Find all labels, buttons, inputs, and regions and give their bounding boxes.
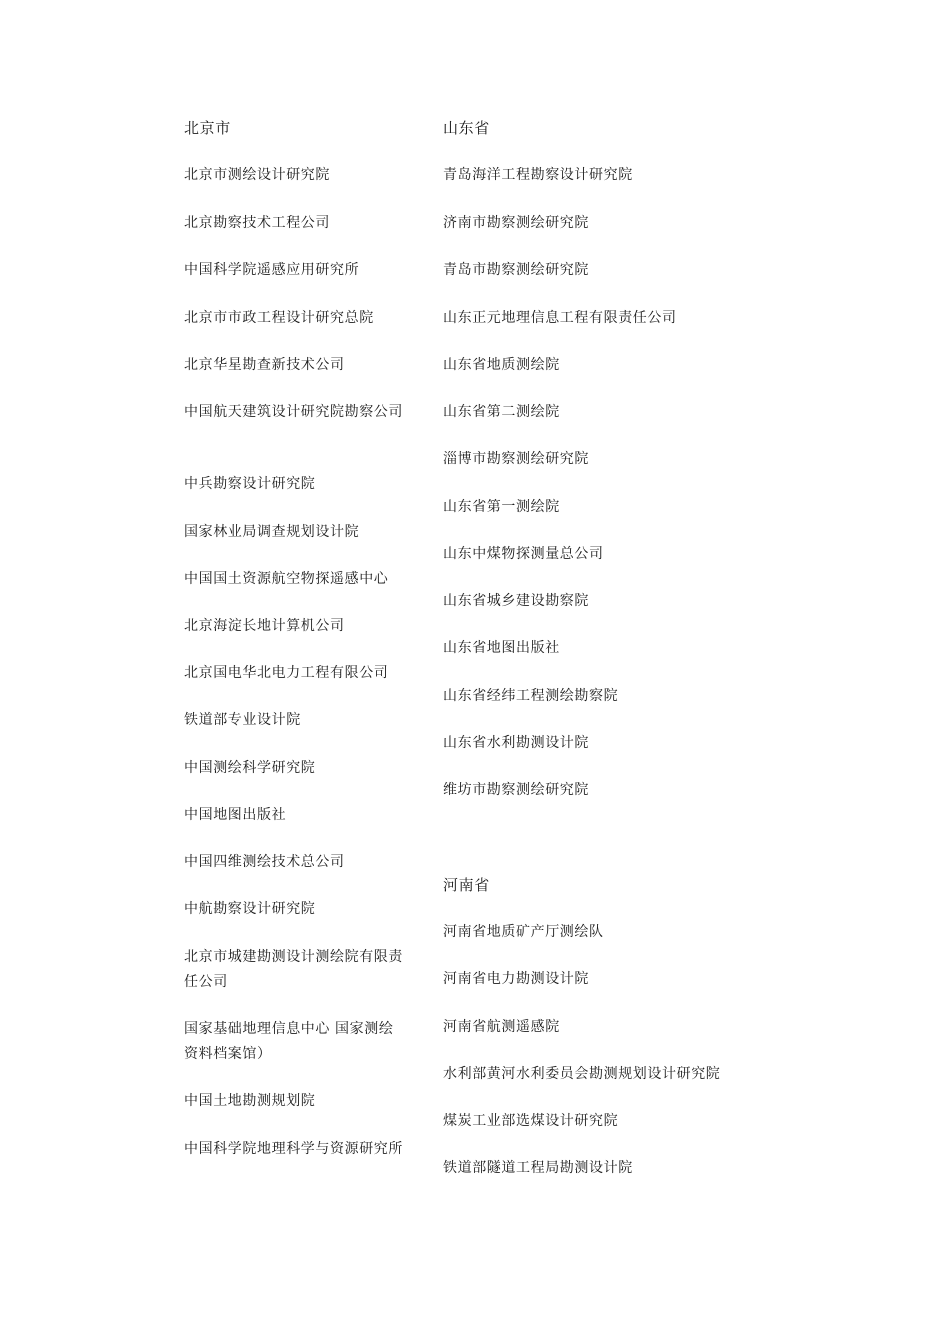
list-item: 中国地图出版社 [184,807,287,823]
list-item: 中国土地勘测规划院 [184,1093,316,1109]
list-item: 维坊市勘察测绘研究院 [443,782,589,798]
region-heading-beijing: 北京市 [184,119,231,137]
list-item: 北京勘察技术工程公司 [184,215,330,231]
list-item: 中国科学院遥感应用研究所 [184,262,360,278]
list-item: 济南市勘察测绘研究院 [443,215,589,231]
list-item: 山东省第二测绘院 [443,404,560,420]
list-item: 河南省航测遥感院 [443,1019,560,1035]
list-item: 国家基础地理信息中心 国家测绘资料档案馆） [184,1021,394,1062]
list-item: 北京市测绘设计研究院 [184,167,330,183]
list-item: 水利部黄河水利委员会勘测规划设计研究院 [443,1066,721,1082]
list-item: 北京国电华北电力工程有限公司 [184,665,389,681]
list-item: 淄博市勘察测绘研究院 [443,451,589,467]
list-item: 中国国土资源航空物探遥感中心 [184,571,389,587]
region-heading-shandong: 山东省 [443,119,490,137]
list-item: 北京海淀长地计算机公司 [184,618,345,634]
list-item: 中国科学院地理科学与资源研究所 [184,1141,403,1157]
list-item: 北京华星勘查新技术公司 [184,357,345,373]
list-item: 河南省电力勘测设计院 [443,971,589,987]
list-item: 中航勘察设计研究院 [184,901,316,917]
list-item: 青岛市勘察测绘研究院 [443,262,589,278]
list-item: 山东省地质测绘院 [443,357,560,373]
list-item: 山东省水利勘测设计院 [443,735,589,751]
list-item: 中国四维测绘技术总公司 [184,854,345,870]
list-item: 北京市市政工程设计研究总院 [184,310,374,326]
list-item: 国家林业局调查规划设计院 [184,524,360,540]
list-item: 中兵勘察设计研究院 [184,476,316,492]
list-item: 山东中煤物探测量总公司 [443,546,604,562]
list-item: 山东省地图出版社 [443,640,560,656]
list-item: 山东正元地理信息工程有限责任公司 [443,310,677,326]
list-item: 青岛海洋工程勘察设计研究院 [443,167,633,183]
list-item: 山东省第一测绘院 [443,499,560,515]
list-item: 中国航天建筑设计研究院勘察公司 [184,404,403,420]
list-item: 铁道部隧道工程局勘测设计院 [443,1160,633,1176]
list-item: 中国测绘科学研究院 [184,760,316,776]
list-item: 煤炭工业部选煤设计研究院 [443,1113,619,1129]
region-heading-henan: 河南省 [443,876,490,894]
list-item: 山东省经纬工程测绘勘察院 [443,688,619,704]
list-item: 北京市城建勘测设计测绘院有限责任公司 [184,949,403,990]
list-item: 山东省城乡建设勘察院 [443,593,589,609]
list-item: 河南省地质矿产厅测绘队 [443,924,604,940]
list-item: 铁道部专业设计院 [184,712,301,728]
